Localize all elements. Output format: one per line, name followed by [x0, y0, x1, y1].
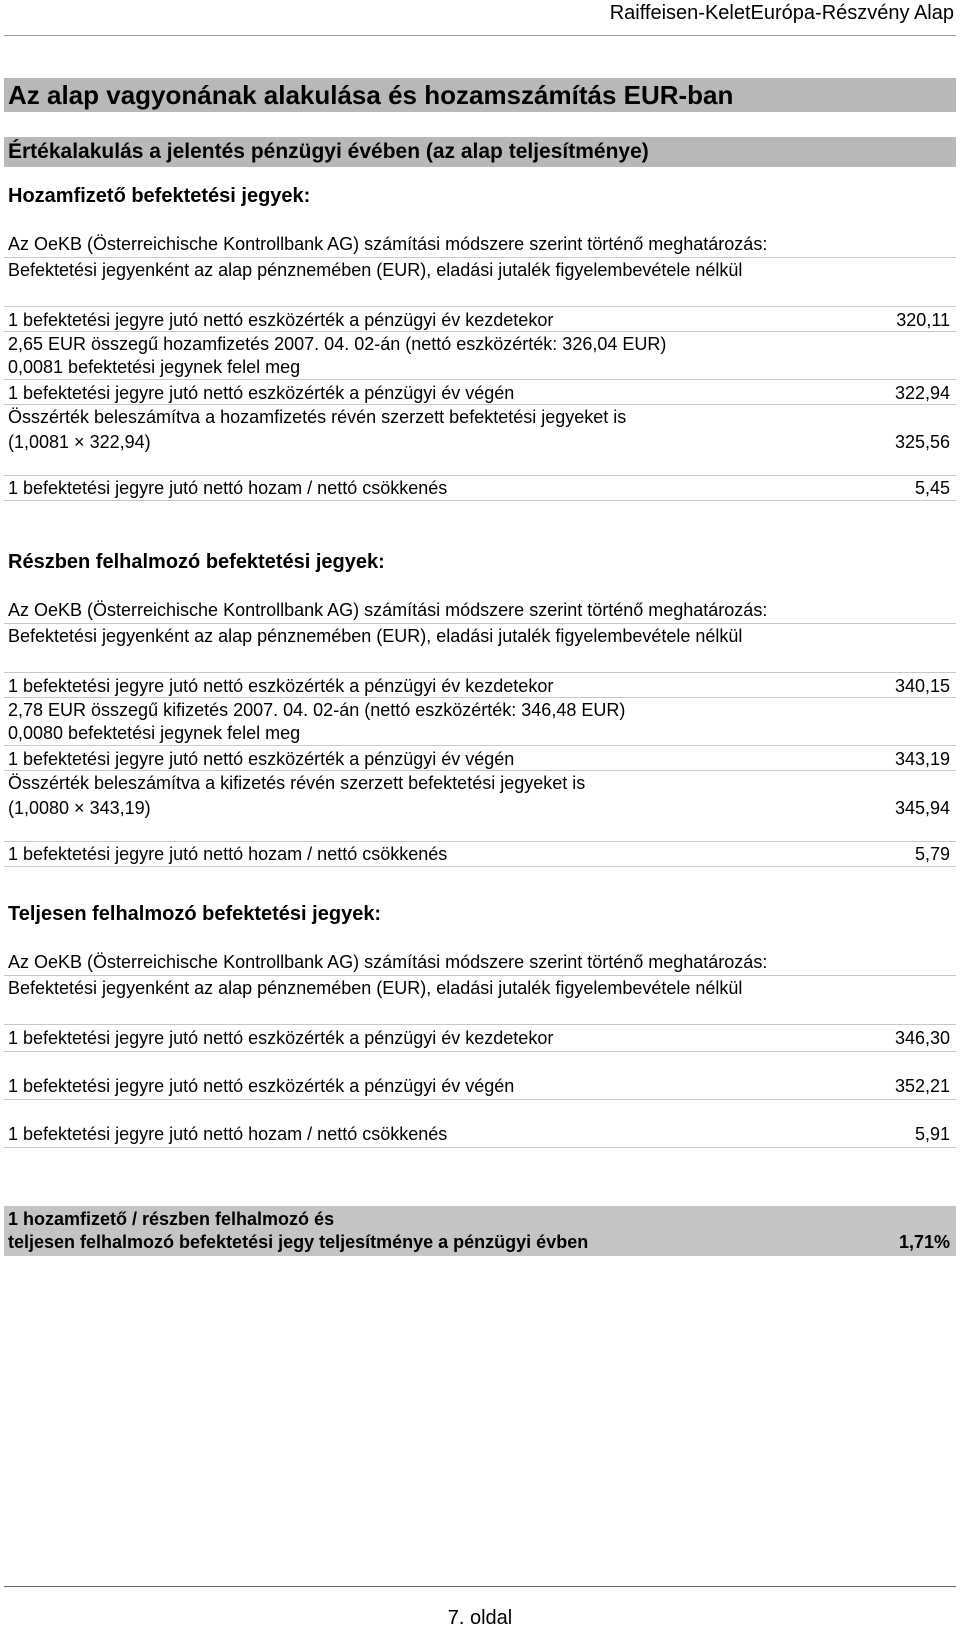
nav-end-label: 1 befektetési jegyre jutó nettó eszközérték a pénzügyi év végén: [8, 1076, 515, 1096]
method-line-2: Befektetési jegyenként az alap pénznemében (EUR), eladási jutalék figyelembevétele nélkül: [8, 626, 743, 646]
nav-start-label: 1 befektetési jegyre jutó nettó eszközérték a pénzügyi év kezdetekor: [8, 676, 554, 696]
divider: [4, 379, 956, 380]
nav-end-value: 352,21: [894, 1076, 950, 1096]
performance-value: 1,71%: [898, 1232, 950, 1252]
total-label-2: (1,0080 × 343,19): [8, 798, 151, 818]
nav-end-label: 1 befektetési jegyre jutó nettó eszközérték a pénzügyi év végén: [8, 749, 515, 769]
method-line-1: Az OeKB (Österreichische Kontrollbank AG) számítási módszere szerint történő meghatározás:: [8, 600, 768, 620]
total-label-2: (1,0081 × 322,94): [8, 432, 151, 452]
distributing-section: [4, 180, 956, 510]
section-subtitle: Értékalakulás a jelentés pénzügyi évében (az alap teljesítménye): [4, 137, 956, 167]
section-heading: Részben felhalmozó befektetési jegyek:: [8, 551, 385, 573]
nav-start-value: 340,15: [894, 676, 950, 696]
divider: [4, 672, 956, 673]
divider: [4, 500, 956, 501]
return-label: 1 befektetési jegyre jutó nettó hozam / nettó csökkenés: [8, 1124, 448, 1144]
return-value: 5,91: [914, 1124, 950, 1144]
units-line: 0,0080 befektetési jegynek felel meg: [8, 723, 301, 743]
header-divider: [4, 35, 956, 36]
nav-start-value: 346,30: [894, 1028, 950, 1048]
page-number: 7. oldal: [447, 1607, 513, 1629]
return-value: 5,45: [914, 478, 950, 498]
divider: [4, 306, 956, 307]
return-value: 5,79: [914, 844, 950, 864]
nav-start-label: 1 befektetési jegyre jutó nettó eszközérték a pénzügyi év kezdetekor: [8, 310, 554, 330]
method-line-2: Befektetési jegyenként az alap pénznemében (EUR), eladási jutalék figyelembevétele nélkül: [8, 260, 743, 280]
total-label-1: Összérték beleszámítva a hozamfizetés révén szerzett befektetési jegyeket is: [8, 407, 627, 427]
page-title: Az alap vagyonának alakulása és hozamszámítás EUR-ban: [4, 78, 956, 112]
units-line: 0,0081 befektetési jegynek felel meg: [8, 357, 301, 377]
fund-name-header: Raiffeisen-KeletEurópa-Részvény Alap: [609, 2, 954, 24]
method-line-2: Befektetési jegyenként az alap pénznemében (EUR), eladási jutalék figyelembevétele nélkül: [8, 978, 743, 998]
fully-accumulating-section: [4, 902, 956, 1162]
partially-accumulating-section: [4, 550, 956, 880]
performance-band: [4, 1206, 956, 1256]
method-line-1: Az OeKB (Österreichische Kontrollbank AG) számítási módszere szerint történő meghatározás:: [8, 234, 768, 254]
divider: [4, 1051, 956, 1052]
divider: [4, 866, 956, 867]
total-value: 345,94: [894, 798, 950, 818]
nav-end-value: 322,94: [894, 383, 950, 403]
method-line-1: Az OeKB (Österreichische Kontrollbank AG) számítási módszere szerint történő meghatározás:: [8, 952, 768, 972]
return-label: 1 befektetési jegyre jutó nettó hozam / nettó csökkenés: [8, 844, 448, 864]
divider: [4, 1099, 956, 1100]
divider: [4, 1024, 956, 1025]
footer-divider: [4, 1586, 956, 1587]
section-heading: Hozamfizető befektetési jegyek:: [8, 185, 311, 207]
performance-label-1: 1 hozamfizető / részben felhalmozó és: [8, 1209, 335, 1229]
total-label-1: Összérték beleszámítva a kifizetés révén szerzett befektetési jegyeket is: [8, 773, 586, 793]
payout-line: 2,65 EUR összegű hozamfizetés 2007. 04. 02-án (nettó eszközérték: 326,04 EUR): [8, 334, 667, 354]
nav-start-value: 320,11: [896, 310, 950, 330]
nav-end-label: 1 befektetési jegyre jutó nettó eszközérték a pénzügyi év végén: [8, 383, 515, 403]
total-value: 325,56: [894, 432, 950, 452]
section-heading: Teljesen felhalmozó befektetési jegyek:: [8, 903, 382, 925]
performance-label-2: teljesen felhalmozó befektetési jegy teljesítménye a pénzügyi évben: [8, 1232, 589, 1252]
divider: [4, 1147, 956, 1148]
return-label: 1 befektetési jegyre jutó nettó hozam / nettó csökkenés: [8, 478, 448, 498]
payout-line: 2,78 EUR összegű kifizetés 2007. 04. 02-án (nettó eszközérték: 346,48 EUR): [8, 700, 626, 720]
nav-start-label: 1 befektetési jegyre jutó nettó eszközérték a pénzügyi év kezdetekor: [8, 1028, 554, 1048]
divider: [4, 745, 956, 746]
nav-end-value: 343,19: [894, 749, 950, 769]
